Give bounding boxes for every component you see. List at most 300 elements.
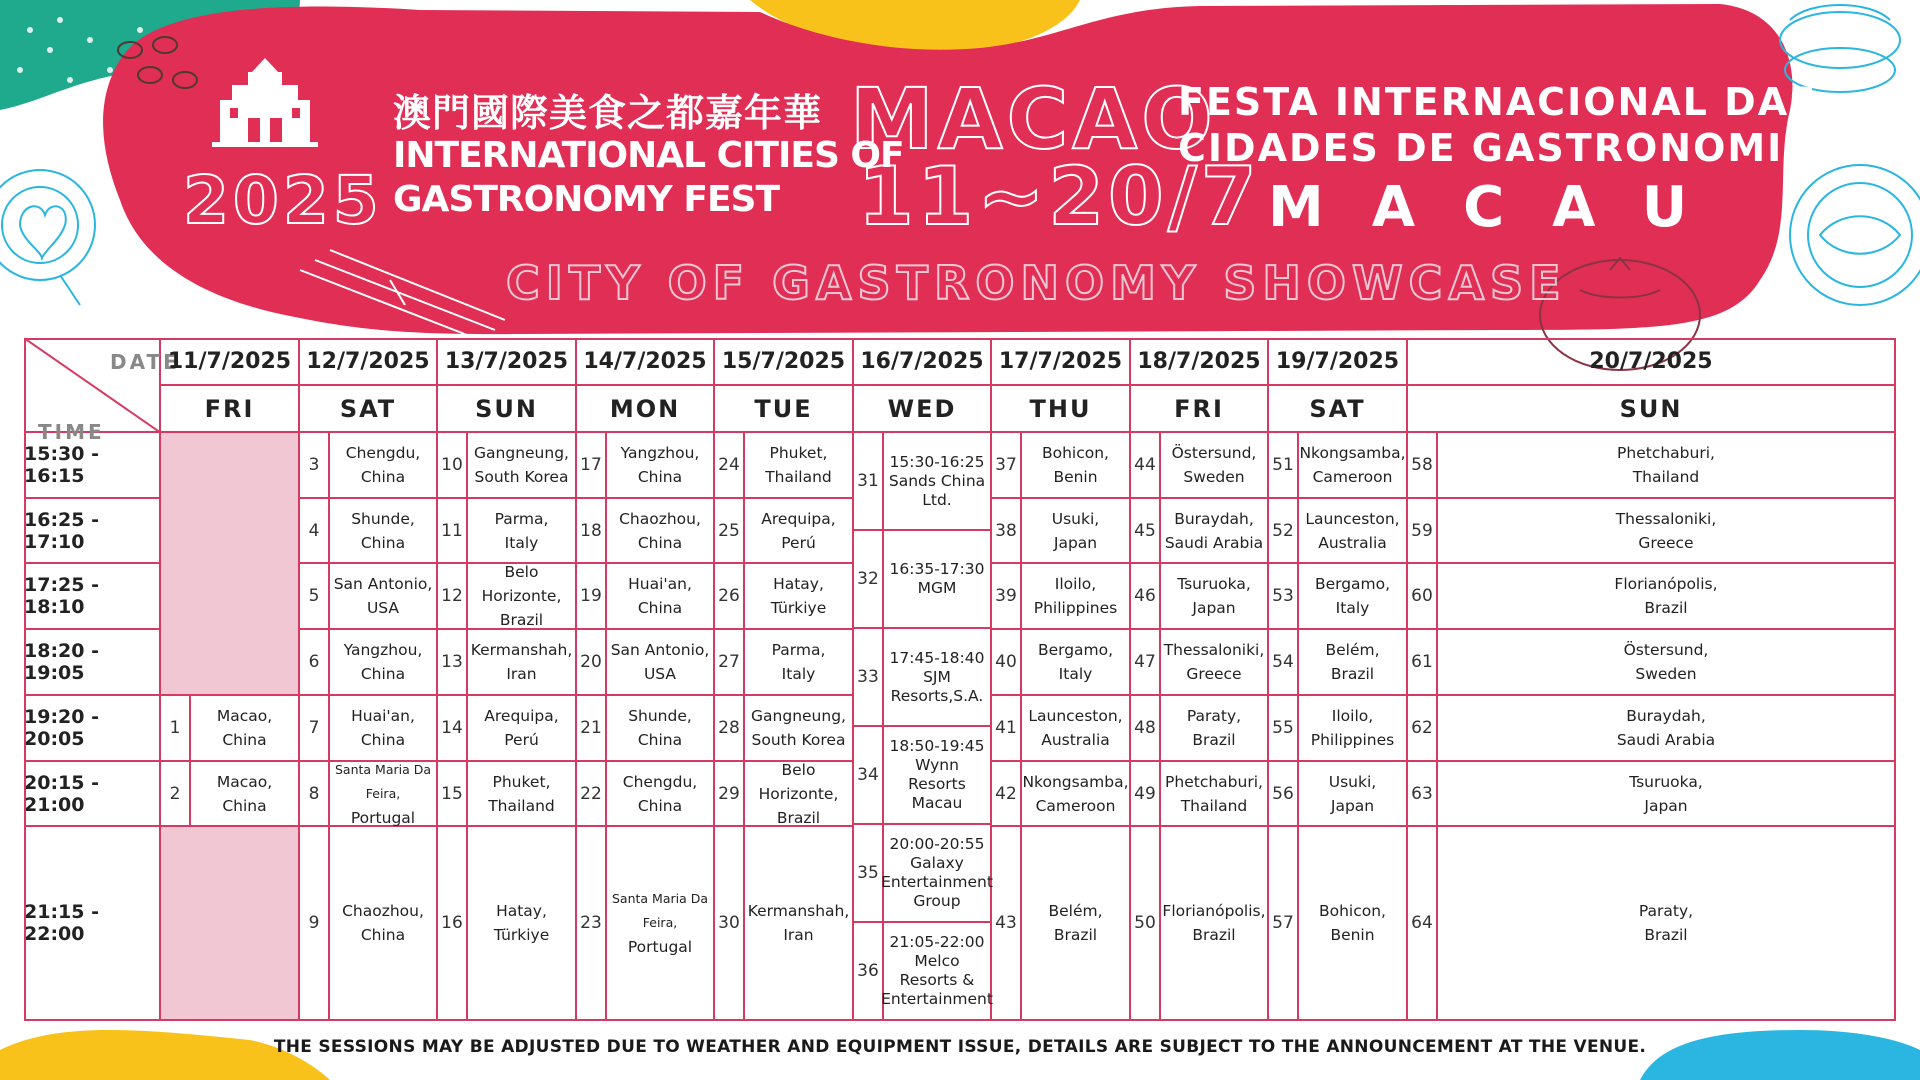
session-cell <box>715 630 854 696</box>
date-header: 19/7/2025 <box>1269 338 1408 386</box>
city-country: Thailand <box>488 796 555 815</box>
session-number: 50 <box>1131 827 1161 1019</box>
city-country: Benin <box>1053 468 1098 486</box>
session-cell <box>715 762 854 827</box>
session-number: 55 <box>1269 696 1299 760</box>
macao-label: MACAO <box>850 70 1217 168</box>
session-number: 47 <box>1131 630 1161 694</box>
session-city <box>1438 564 1894 628</box>
session-number: 25 <box>715 499 745 562</box>
session-city <box>468 564 575 628</box>
city-name: Phuket, <box>769 444 828 462</box>
session-city <box>1161 499 1267 562</box>
session-venue <box>881 825 993 921</box>
date-header: 15/7/2025 <box>715 338 854 386</box>
city-name: Shunde, <box>628 707 692 725</box>
city-name: Macao, <box>216 707 273 725</box>
session-cell <box>300 433 438 499</box>
session-city <box>1161 827 1267 1019</box>
venue-line: 18:50-19:45 <box>889 737 985 755</box>
city-country: Benin <box>1330 926 1375 944</box>
session-cell <box>1131 630 1269 696</box>
date-header: 13/7/2025 <box>438 338 577 386</box>
venue-line: 15:30-16:25 <box>889 452 985 471</box>
session-cell <box>161 762 300 827</box>
city-country: China <box>360 926 406 944</box>
session-number: 7 <box>300 696 330 760</box>
session-cell <box>1131 499 1269 564</box>
city-country: Sweden <box>1183 468 1245 486</box>
day-header: SAT <box>300 386 438 433</box>
city-name: Nkongsamba, <box>1299 444 1406 462</box>
city-country: Türkiye <box>493 926 550 944</box>
city-country: Brazil <box>1644 599 1688 617</box>
venue-line: SJM Resorts,S.A. <box>890 667 984 705</box>
session-city <box>1438 630 1894 694</box>
session-number: 10 <box>438 433 468 497</box>
session-cell <box>161 696 300 762</box>
city-name: San Antonio, <box>333 575 433 593</box>
city-country: Japan <box>1053 533 1098 552</box>
city-country: Australia <box>1318 533 1387 552</box>
session-city <box>1438 433 1894 497</box>
session-city <box>607 499 713 562</box>
session-number: 1 <box>161 696 191 760</box>
city-country: China <box>360 665 406 683</box>
session-city <box>1299 564 1406 628</box>
city-country: Perú <box>504 731 539 749</box>
date-header: 11/7/2025 <box>161 338 300 386</box>
city-country: Brazil <box>1192 926 1236 944</box>
day-header: FRI <box>161 386 300 433</box>
city-country: Brazil <box>1192 731 1236 749</box>
session-number: 62 <box>1408 696 1438 760</box>
session-number: 13 <box>438 630 468 694</box>
session-cell <box>1408 827 1896 1021</box>
session-number: 42 <box>992 762 1022 825</box>
session-city <box>607 762 713 825</box>
date-header: 14/7/2025 <box>577 338 715 386</box>
city-name: Florianópolis, <box>1162 902 1266 920</box>
session-city <box>1438 696 1894 760</box>
city-country: China <box>222 731 267 749</box>
city-name: Kermanshah, <box>470 641 573 659</box>
city-name: Santa Maria Da Feira, <box>334 761 432 801</box>
date-header: 18/7/2025 <box>1131 338 1269 386</box>
session-cell <box>1131 433 1269 499</box>
session-number: 8 <box>300 762 330 825</box>
city-country: Italy <box>1058 665 1093 683</box>
time-slot: 16:25 - 17:10 <box>24 499 161 564</box>
session-number: 64 <box>1408 827 1438 1019</box>
city-country: Japan <box>1192 599 1236 617</box>
session-city <box>330 827 436 1019</box>
city-country: Philippines <box>1033 599 1118 617</box>
session-number: 41 <box>992 696 1022 760</box>
session-cell <box>1131 696 1269 762</box>
time-slot: 17:25 - 18:10 <box>24 564 161 630</box>
session-number: 43 <box>992 827 1022 1019</box>
city-name: Parma, <box>771 641 826 659</box>
city-name: Phetchaburi, <box>1617 444 1715 462</box>
city-name: Chaozhou, <box>342 902 424 920</box>
city-name: Belém, <box>1048 902 1103 920</box>
city-name: Chengdu, <box>345 444 421 462</box>
day-header: SAT <box>1269 386 1408 433</box>
session-city <box>1022 630 1129 694</box>
session-cell <box>300 630 438 696</box>
dessert-illustration <box>1780 5 1900 92</box>
time-slot: 18:20 - 19:05 <box>24 630 161 696</box>
city-name: Belém, <box>1325 641 1380 659</box>
session-city <box>330 433 436 497</box>
city-name: Bergamo, <box>1314 575 1391 593</box>
session-cell <box>1269 564 1408 630</box>
session-cell <box>1131 564 1269 630</box>
session-cell <box>1269 499 1408 564</box>
city-name: Hatay, <box>496 902 547 920</box>
city-name: Tsuruoka, <box>1177 575 1251 593</box>
session-cell <box>1408 762 1896 827</box>
corner-time-label: TIME <box>38 420 105 444</box>
session-cell <box>1408 499 1896 564</box>
session-city <box>468 827 575 1019</box>
session-number: 53 <box>1269 564 1299 628</box>
session-cell <box>1408 696 1896 762</box>
wed-session-cell <box>854 727 992 825</box>
session-city <box>1299 433 1406 497</box>
session-city <box>745 762 852 825</box>
festival-dates: 11~20/7 <box>858 150 1261 243</box>
city-name: Iloilo, <box>1331 707 1374 725</box>
city-country: Saudi Arabia <box>1616 731 1716 749</box>
session-number: 54 <box>1269 630 1299 694</box>
city-name: Belo Horizonte, <box>758 760 839 803</box>
city-country: China <box>360 533 406 552</box>
city-name: Chaozhou, <box>619 509 701 528</box>
venue-line: Sands China Ltd. <box>888 471 986 509</box>
session-cell <box>1269 696 1408 762</box>
session-cell <box>300 499 438 564</box>
city-name: Kermanshah, <box>747 902 850 920</box>
session-city <box>1438 827 1894 1019</box>
city-country: South Korea <box>474 468 569 486</box>
session-number: 26 <box>715 564 745 628</box>
day-header: SUN <box>438 386 577 433</box>
city-name: Huai'an, <box>351 707 415 725</box>
session-number: 19 <box>577 564 607 628</box>
session-city <box>468 499 575 562</box>
session-city <box>1438 762 1894 825</box>
city-name: Usuki, <box>1328 772 1377 791</box>
session-number: 6 <box>300 630 330 694</box>
session-number: 28 <box>715 696 745 760</box>
session-city <box>1022 564 1129 628</box>
session-city <box>1022 433 1129 497</box>
title-chinese: 澳門國際美食之都嘉年華 <box>393 91 823 135</box>
session-number: 40 <box>992 630 1022 694</box>
session-number: 15 <box>438 762 468 825</box>
session-cell <box>715 827 854 1021</box>
session-number: 18 <box>577 499 607 562</box>
city-name: Thessaloniki, <box>1615 509 1717 528</box>
city-name: Nkongsamba, <box>1022 772 1129 791</box>
session-cell <box>577 696 715 762</box>
session-number: 60 <box>1408 564 1438 628</box>
session-city <box>745 827 852 1019</box>
session-number: 30 <box>715 827 745 1019</box>
venue-line: Group <box>913 892 961 910</box>
city-country: Thailand <box>1632 468 1700 486</box>
city-country: Saudi Arabia <box>1164 533 1264 552</box>
title-portuguese-line-1: FESTA INTERNACIONAL DAS <box>1178 80 1819 124</box>
session-city <box>1299 696 1406 760</box>
session-cell <box>577 762 715 827</box>
session-cell <box>992 564 1131 630</box>
session-number: 49 <box>1131 762 1161 825</box>
session-number: 14 <box>438 696 468 760</box>
session-cell <box>300 827 438 1021</box>
city-name: Östersund, <box>1171 444 1257 462</box>
city-name: Hatay, <box>773 575 824 593</box>
city-country: Iran <box>506 665 537 683</box>
session-city <box>330 762 436 825</box>
city-country: China <box>637 533 683 552</box>
session-number: 34 <box>854 727 884 823</box>
empty-slot <box>161 433 300 696</box>
session-number: 9 <box>300 827 330 1019</box>
city-name: Buraydah, <box>1626 707 1706 725</box>
session-city <box>330 696 436 760</box>
session-city <box>330 499 436 562</box>
session-number: 36 <box>854 923 884 1019</box>
session-city <box>1022 827 1129 1019</box>
city-country: Italy <box>504 533 539 552</box>
venue-line: 16:35-17:30 <box>889 560 985 578</box>
session-cell <box>300 762 438 827</box>
session-cell <box>438 499 577 564</box>
corner-header <box>24 338 180 444</box>
city-country: USA <box>366 599 400 617</box>
session-cell <box>992 630 1131 696</box>
session-cell <box>1131 827 1269 1021</box>
city-name: Huai'an, <box>628 575 692 593</box>
session-cell <box>438 564 577 630</box>
city-country: Portugal <box>627 938 693 956</box>
city-country: Cameroon <box>1312 468 1393 486</box>
session-number: 29 <box>715 762 745 825</box>
session-number: 38 <box>992 499 1022 562</box>
venue-line: Galaxy <box>910 854 964 872</box>
session-number: 44 <box>1131 433 1161 497</box>
city-country: USA <box>643 665 677 683</box>
venue-line: Entertainment <box>881 873 993 891</box>
session-number: 31 <box>854 433 884 529</box>
city-name: Yangzhou, <box>620 444 700 462</box>
date-header: 12/7/2025 <box>300 338 438 386</box>
session-number: 21 <box>577 696 607 760</box>
city-name: Paraty, <box>1638 902 1694 920</box>
city-name: Arequipa, <box>484 707 559 725</box>
session-cell <box>1131 762 1269 827</box>
session-city <box>468 630 575 694</box>
session-city <box>1161 696 1267 760</box>
session-city <box>468 762 575 825</box>
day-header: THU <box>992 386 1131 433</box>
city-country: China <box>637 731 683 749</box>
session-number: 61 <box>1408 630 1438 694</box>
session-number: 52 <box>1269 499 1299 562</box>
day-header: WED <box>854 386 992 433</box>
city-name: Launceston, <box>1028 707 1123 725</box>
food-plate-illustration <box>1790 165 1920 305</box>
session-number: 3 <box>300 433 330 497</box>
session-number: 2 <box>161 762 191 825</box>
city-country: Thailand <box>765 468 832 486</box>
venue-line: Melco Resorts & <box>899 952 975 989</box>
session-city <box>1299 499 1406 562</box>
coffee-cup-illustration <box>0 170 95 305</box>
time-slot: 20:15 - 21:00 <box>24 762 161 827</box>
session-number: 35 <box>854 825 884 921</box>
session-cell <box>300 564 438 630</box>
session-number: 59 <box>1408 499 1438 562</box>
city-name: Buraydah, <box>1174 509 1254 528</box>
time-slot: 19:20 - 20:05 <box>24 696 161 762</box>
time-slot: 21:15 - 22:00 <box>24 827 161 1021</box>
session-cell <box>992 762 1131 827</box>
venue-line: Entertainment <box>881 990 993 1008</box>
session-number: 63 <box>1408 762 1438 825</box>
day-header: FRI <box>1131 386 1269 433</box>
showcase-subtitle: CITY OF GASTRONOMY SHOWCASE <box>506 256 1567 310</box>
session-cell <box>577 433 715 499</box>
city-country: China <box>222 796 267 815</box>
venue-line: Macau <box>911 794 963 812</box>
city-country: Greece <box>1638 533 1694 552</box>
session-cell <box>992 696 1131 762</box>
city-country: Brazil <box>1644 926 1688 944</box>
session-number: 17 <box>577 433 607 497</box>
session-cell <box>577 827 715 1021</box>
session-cell <box>577 630 715 696</box>
date-header: 20/7/2025 <box>1408 338 1896 386</box>
city-country: Brazil <box>776 808 821 827</box>
city-name: San Antonio, <box>610 641 710 659</box>
session-city <box>745 630 852 694</box>
session-number: 45 <box>1131 499 1161 562</box>
city-name: Iloilo, <box>1054 575 1097 593</box>
session-city <box>745 499 852 562</box>
title-portuguese-line-2: CIDADES DE GASTRONOMIA <box>1178 126 1815 170</box>
wed-session-cell <box>854 923 992 1021</box>
session-cell <box>438 630 577 696</box>
session-city <box>1161 433 1267 497</box>
session-number: 24 <box>715 433 745 497</box>
session-cell <box>438 762 577 827</box>
session-city <box>330 564 436 628</box>
city-country: Portugal <box>350 808 416 827</box>
session-city <box>191 762 298 825</box>
session-number: 11 <box>438 499 468 562</box>
time-slot: 15:30 - 16:15 <box>24 433 161 499</box>
session-city <box>468 696 575 760</box>
session-cell <box>992 433 1131 499</box>
venue-line: 20:00-20:55 <box>889 835 985 853</box>
title-english-line-1: INTERNATIONAL CITIES OF <box>393 135 904 176</box>
session-city <box>745 564 852 628</box>
session-venue <box>884 727 990 823</box>
session-number: 39 <box>992 564 1022 628</box>
venue-line: Wynn Resorts <box>908 756 966 793</box>
city-country: Thailand <box>1180 796 1248 815</box>
city-country: Brazil <box>1330 665 1375 683</box>
corner-date-label: DATE <box>110 350 180 374</box>
city-name: Tsuruoka, <box>1629 772 1703 791</box>
wed-session-cell <box>854 825 992 923</box>
session-cell <box>577 564 715 630</box>
title-portuguese-macau: MACAU <box>1268 175 1736 240</box>
session-number: 37 <box>992 433 1022 497</box>
session-city <box>1022 762 1129 825</box>
session-cell <box>1269 762 1408 827</box>
session-city <box>1161 564 1267 628</box>
city-name: Yangzhou, <box>343 641 423 659</box>
city-name: Arequipa, <box>761 509 836 528</box>
city-name: Phetchaburi, <box>1165 772 1263 791</box>
session-venue <box>881 923 993 1019</box>
session-cell <box>1408 433 1896 499</box>
city-name: Parma, <box>494 509 549 528</box>
wed-session-cell <box>854 531 992 629</box>
session-number: 48 <box>1131 696 1161 760</box>
session-cell <box>715 564 854 630</box>
session-city <box>1299 630 1406 694</box>
session-cell <box>300 696 438 762</box>
session-city <box>1161 630 1267 694</box>
session-number: 58 <box>1408 433 1438 497</box>
city-country: China <box>637 599 683 617</box>
venue-line: 17:45-18:40 <box>889 648 985 667</box>
session-cell <box>1408 564 1896 630</box>
session-cell <box>992 827 1131 1021</box>
session-city <box>1022 696 1129 760</box>
city-country: China <box>360 468 406 486</box>
city-name: Chengdu, <box>622 772 698 791</box>
city-name: Östersund, <box>1623 641 1709 659</box>
title-english-line-2: GASTRONOMY FEST <box>393 179 780 220</box>
session-cell <box>715 499 854 564</box>
city-name: Santa Maria Da Feira, <box>611 891 709 930</box>
city-country: Brazil <box>499 611 544 629</box>
session-number: 51 <box>1269 433 1299 497</box>
city-name: Gangneung, <box>474 444 569 462</box>
city-country: Sweden <box>1635 665 1697 683</box>
session-number: 12 <box>438 564 468 628</box>
session-city <box>745 696 852 760</box>
session-number: 20 <box>577 630 607 694</box>
wed-session-cell <box>854 433 992 531</box>
day-header: TUE <box>715 386 854 433</box>
city-country: Brazil <box>1053 926 1098 944</box>
city-name: Florianópolis, <box>1614 575 1718 593</box>
city-name: Shunde, <box>351 509 415 528</box>
city-name: Bergamo, <box>1037 641 1114 659</box>
session-cell <box>715 433 854 499</box>
session-cell <box>992 499 1131 564</box>
day-header: SUN <box>1408 386 1896 433</box>
session-cell <box>715 696 854 762</box>
